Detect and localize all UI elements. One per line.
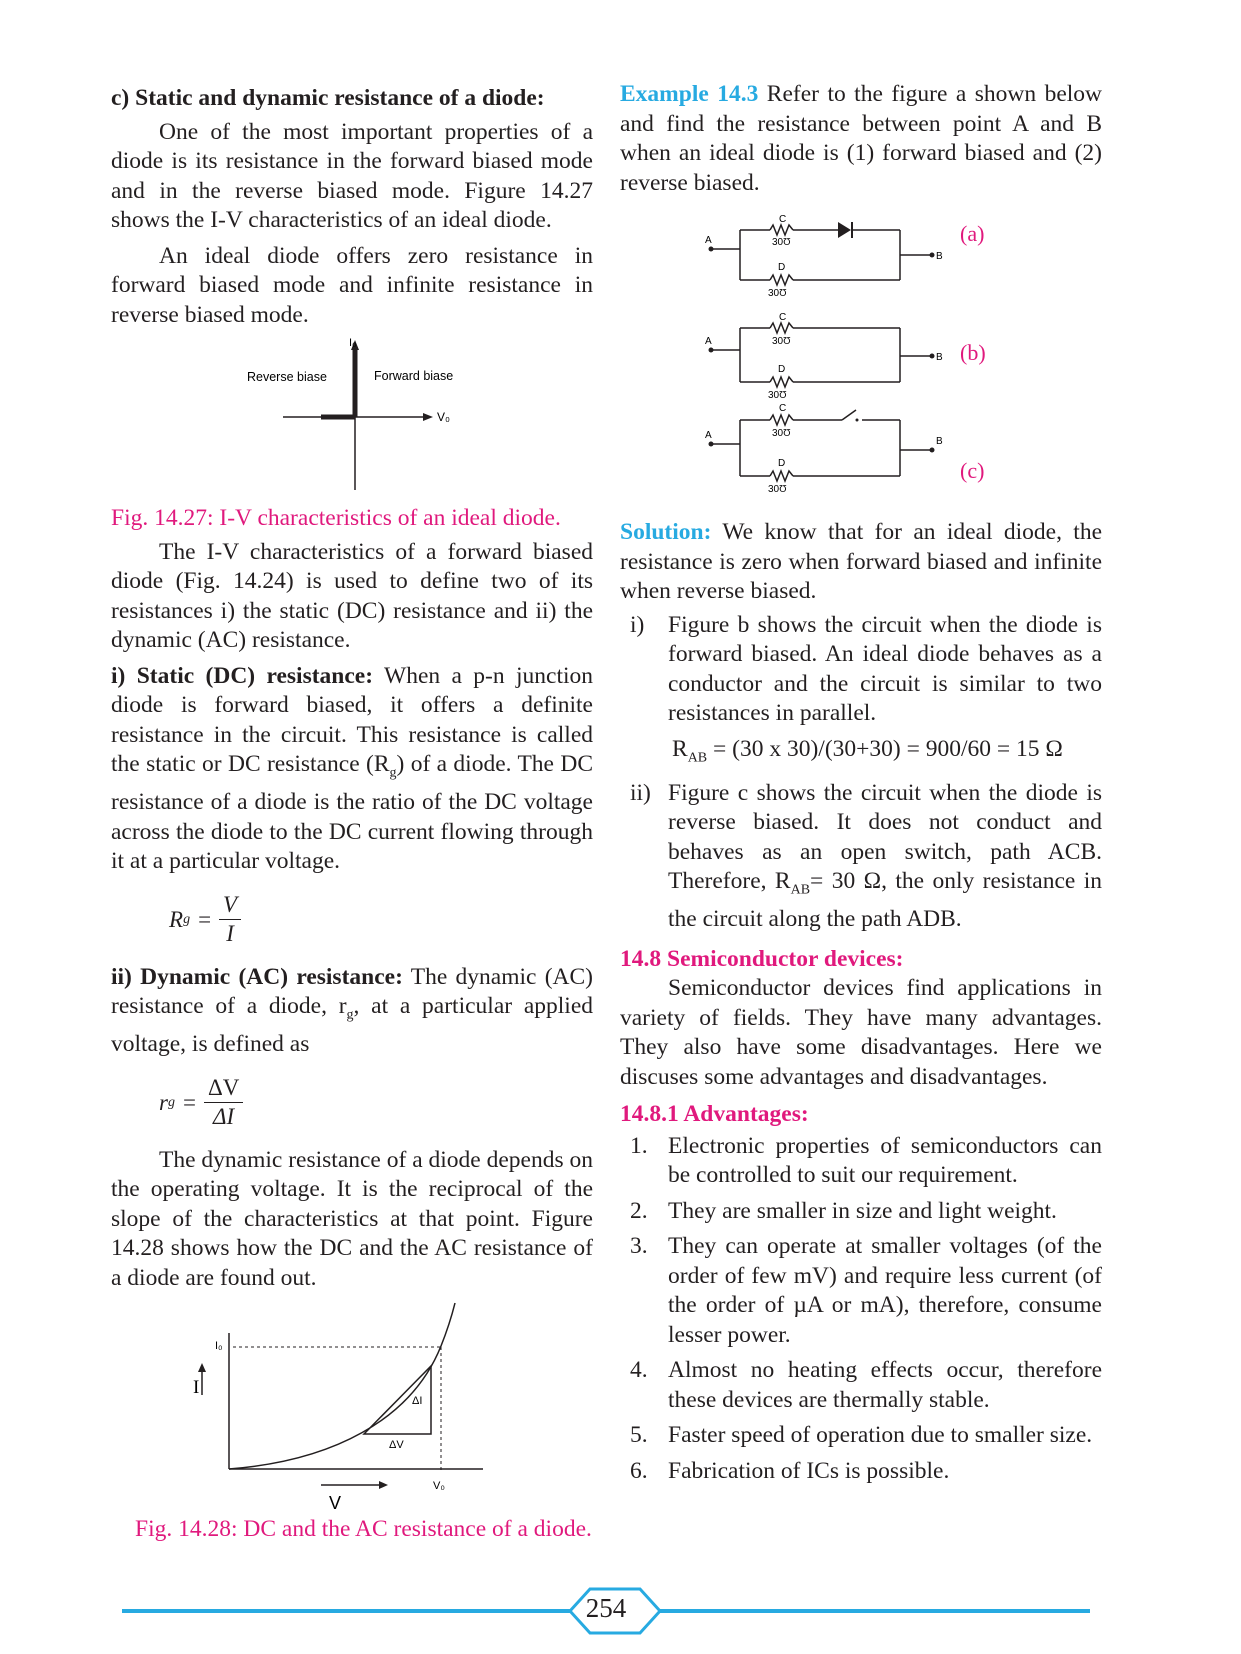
- resistor-value: 30Ʊ: [768, 288, 787, 299]
- list-item: [620, 779, 1102, 935]
- list-item: [620, 1457, 1102, 1487]
- x-axis-label: V₀: [437, 410, 450, 424]
- node-b-label: B: [936, 352, 943, 363]
- forward-bias-label: Forward biase: [374, 369, 454, 383]
- dynamic-resistance-paragraph: [111, 963, 593, 1060]
- paragraph: One of the most important properties of a diode is its resistance in the forward biased mode and in the reverse biased mode. Figure 14.27 shows the I-V characteristics of an ideal diode.: [111, 118, 593, 233]
- i-arrow-icon: [198, 1363, 206, 1372]
- i-axis-label: I: [193, 1377, 200, 1399]
- eq-lhs-sub: g: [167, 1094, 175, 1110]
- section-heading-14-8: 14.8 Semiconductor devices:: [620, 945, 904, 972]
- item-text: Faster speed of operation due to smaller size.: [668, 1422, 1093, 1449]
- circuit-a-label: (a): [960, 221, 985, 246]
- node-c-label: C: [779, 214, 787, 225]
- delta-i-label: ΔI: [412, 1395, 423, 1408]
- list-item: [620, 1232, 1102, 1350]
- numerator: ΔV: [204, 1074, 243, 1103]
- eq-r: R: [672, 735, 688, 762]
- static-resistance-paragraph: [111, 662, 593, 877]
- item-text: They can operate at smaller voltages (of the order of few mV) and require less current (of the order of µA or mA), therefore, consume lesser power.: [668, 1233, 1102, 1348]
- eq-sign: =: [182, 1089, 196, 1115]
- solution-paragraph: [620, 518, 1102, 607]
- node-d-label: D: [778, 262, 786, 273]
- text: When a p-n junction diode is forward biased, it offers a definite resistance in the circuit. This resistance is called the static or DC resistance (R: [111, 662, 594, 777]
- item-text: = 30 Ω, the only resistance in the circuit along the path ADB.: [668, 868, 1102, 933]
- list-item: [620, 1197, 1102, 1227]
- section-heading-14-8-1: 14.8.1 Advantages:: [620, 1101, 809, 1128]
- eq-rest: = (30 x 30)/(30+30) = 900/60 = 15 Ω: [707, 735, 1063, 762]
- circuit-b: [705, 312, 986, 401]
- item-sub: AB: [790, 882, 811, 898]
- list-item: [620, 611, 1102, 729]
- figure-caption: Fig. 14.27: I-V characteristics of an ideal diode.: [111, 505, 561, 531]
- text: The dynamic (AC) resistance of a diode, r: [111, 963, 593, 1020]
- heading-static-dynamic: c) Static and dynamic resistance of a diode:: [111, 85, 545, 111]
- circuit-b-label: (b): [960, 340, 986, 365]
- resistor-value: 30Ʊ: [772, 428, 791, 439]
- rab-equation: [620, 735, 1102, 773]
- node-d-label: D: [778, 458, 786, 469]
- advantages-list: [620, 1132, 1102, 1487]
- solution-label: Solution:: [620, 519, 712, 545]
- example-paragraph: [620, 80, 1102, 198]
- equation-static-resistance: [169, 885, 593, 955]
- text: , at a particular applied voltage, is defined as: [111, 993, 593, 1058]
- node-b-label: B: [936, 251, 943, 262]
- eq-sub: AB: [687, 750, 708, 766]
- item-text: They are smaller in size and light weight.: [668, 1197, 1057, 1224]
- item-text: Electronic properties of semiconductors can be controlled to suit our requirement.: [668, 1132, 1102, 1189]
- list-item: [620, 1421, 1102, 1451]
- numerator: V: [219, 891, 241, 920]
- figure-ideal-diode-iv: [111, 330, 593, 500]
- v-axis-label: V: [329, 1493, 342, 1514]
- v-arrow-icon: [379, 1481, 388, 1489]
- node-d-label: D: [778, 364, 786, 375]
- item-text: Figure c shows the circuit when the diode is reverse biased. It does not conduct and behaves as an open switch, path ACB. Therefore, R: [668, 779, 1102, 895]
- left-column: [111, 84, 593, 1545]
- item-number: 2.: [630, 1197, 648, 1224]
- static-resistance-heading: i) Static (DC) resistance:: [111, 662, 374, 689]
- figure-circuits: [620, 208, 1102, 510]
- open-switch-icon: [842, 410, 856, 420]
- figure-caption: Fig. 14.28: DC and the AC resistance of a diode.: [135, 1516, 592, 1543]
- item-text: Almost no heating effects occur, therefore these devices are thermally stable.: [668, 1357, 1102, 1413]
- v0-label: V₀: [433, 1480, 445, 1493]
- fraction: [219, 891, 241, 948]
- eq-sign: =: [198, 906, 212, 932]
- item-number: i): [630, 611, 645, 638]
- item-number: ii): [630, 779, 651, 806]
- circuit-a: [705, 214, 984, 299]
- resistor-value: 30Ʊ: [768, 484, 787, 495]
- solution-list: [620, 779, 1102, 935]
- figure-dc-ac-resistance: [111, 1301, 593, 1513]
- subscript: g: [346, 1007, 354, 1023]
- delta-v-label: ΔV: [389, 1439, 404, 1452]
- right-column: [620, 80, 1102, 1492]
- eq-lhs: r: [159, 1089, 168, 1115]
- x-axis-arrow-icon: [423, 413, 433, 421]
- subscript: g: [389, 765, 397, 781]
- diode-icon: [838, 222, 851, 238]
- circuit-c-label: (c): [960, 458, 985, 483]
- node-a-label: A: [705, 235, 712, 246]
- list-item: [620, 1356, 1102, 1415]
- item-number: 5.: [630, 1422, 648, 1449]
- item-number: 6.: [630, 1457, 648, 1484]
- node-c-label: C: [779, 312, 787, 323]
- denominator: ΔI: [213, 1104, 235, 1130]
- item-number: 4.: [630, 1357, 648, 1384]
- circuit-c: [705, 403, 984, 495]
- paragraph: Semiconductor devices find applications in variety of fields. They have many advantages. They also have some disadvantages. Here we discuses some advantages and disadvantages.: [620, 975, 1102, 1090]
- text: Refer to the figure a shown below and find the resistance between point A and B when an ideal diode is (1) forward biased and (2) reverse biased.: [620, 81, 1103, 196]
- resistor-value: 30Ʊ: [772, 237, 791, 248]
- paragraph: The dynamic resistance of a diode depends on the operating voltage. It is the reciprocal of the slope of the characteristics at that point. Figure 14.28 shows how the DC and the AC resistance of a diode are found out.: [111, 1146, 593, 1291]
- solution-list: [620, 611, 1102, 729]
- reverse-bias-label: Reverse biase: [247, 370, 327, 384]
- denominator: I: [226, 921, 234, 947]
- item-number: 1.: [630, 1132, 648, 1159]
- node-a-label: A: [705, 430, 712, 441]
- resistor-value: 30Ʊ: [772, 336, 791, 347]
- eq-lhs-sub: g: [183, 911, 191, 927]
- iv-curve: [229, 1303, 455, 1469]
- eq-lhs: R: [169, 906, 184, 932]
- fraction: [204, 1074, 243, 1131]
- list-item: [620, 1132, 1102, 1191]
- i0-label: I₀: [215, 1340, 223, 1353]
- example-label: Example 14.3: [620, 81, 759, 107]
- text: ) of a diode. The DC resistance of a diode is the ratio of the DC voltage across the diode to the DC current flowing through it at a particular voltage.: [111, 751, 593, 875]
- node-c-label: C: [779, 403, 787, 414]
- item-number: 3.: [630, 1233, 648, 1260]
- node-b-label: B: [936, 436, 943, 447]
- page-number: 254: [585, 1593, 627, 1623]
- item-text: Figure b shows the circuit when the diode is forward biased. An ideal diode behaves as a conductor and the circuit is similar to two resistances in parallel.: [668, 611, 1102, 726]
- paragraph: The I-V characteristics of a forward biased diode (Fig. 14.24) is used to define two of its resistances i) the static (DC) resistance and ii) the dynamic (AC) resistance.: [111, 538, 593, 653]
- paragraph: An ideal diode offers zero resistance in forward biased mode and infinite resistance in reverse biased mode.: [111, 242, 593, 328]
- resistor-value: 30Ʊ: [768, 390, 787, 401]
- node-a-label: A: [705, 336, 712, 347]
- dynamic-resistance-heading: ii) Dynamic (AC) resistance:: [111, 963, 403, 990]
- equation-dynamic-resistance: [159, 1068, 593, 1138]
- y-axis-label: I₀: [349, 337, 357, 349]
- text: We know that for an ideal diode, the resistance is zero when forward biased and infinite when reverse biased.: [620, 519, 1102, 604]
- item-text: Fabrication of ICs is possible.: [668, 1457, 950, 1484]
